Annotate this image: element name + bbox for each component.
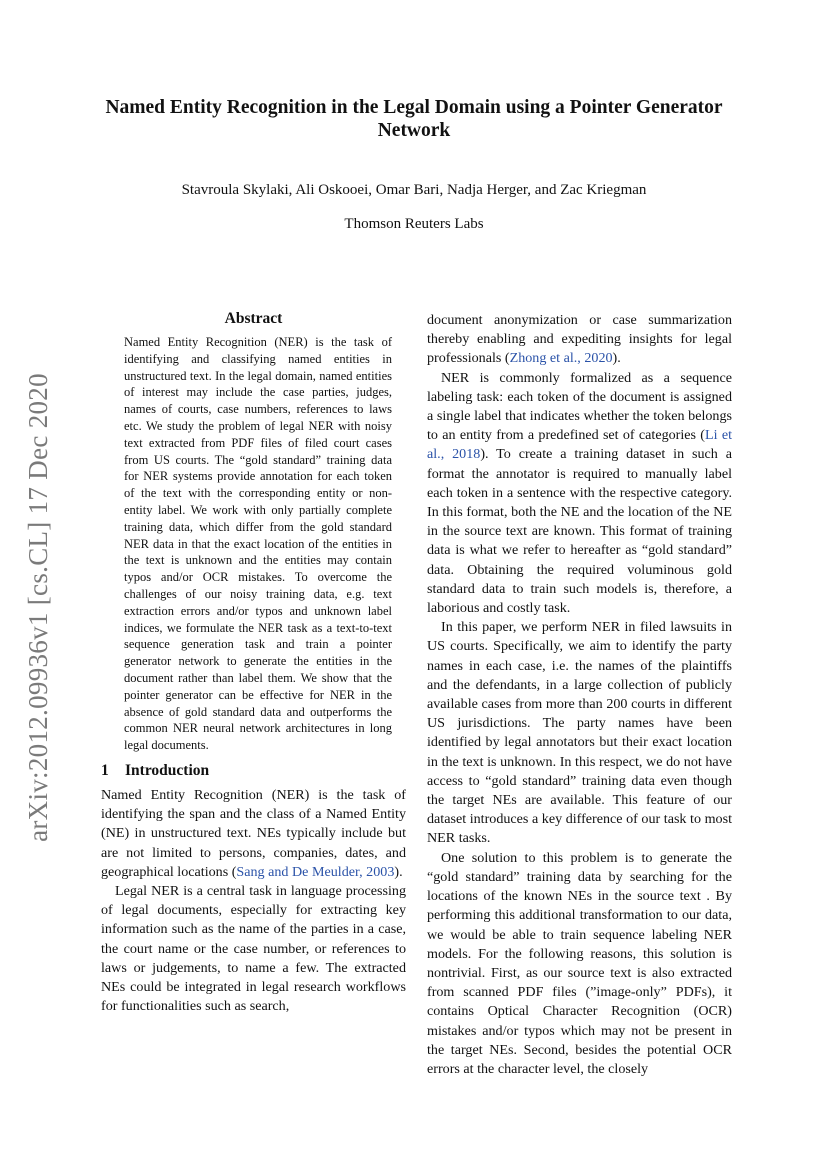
intro-paragraph-2: Legal NER is a central task in language processing of legal documents, especially for extracting key information such as the name of the parties in a case, the court name or the case number, or references to laws or judgements, to name a few. The extracted NEs could be integrated in legal research workflows for functionalities such as search, (101, 882, 406, 1015)
abstract-text: Named Entity Recognition (NER) is the task of identifying and classifying named entities in unstructured text. In the legal domain, named entities of interest may include the case parties, judges, names of courts, case numbers, references to laws etc. We study the problem of legal NER with noisy text extracted from PDF files of filed court cases from US courts. The “gold standard” training data for NER systems provide annotation for each token of the text with the corresponding entity or non-entity label. We work with only partially complete training data, which differ from the gold standard NER data in that the exact location of the entities in the text is unknown and the entities may contain typos and/or OCR mistakes. To overcome the challenges of our noisy training data, e.g. text extraction errors and/or typos and unknown label indices, we formulate the NER task as a text-to-text sequence generation task and train a pointer generator network to generate the entities in the document rather than label them. We show that the pointer generator can be effective for NER in the absence of gold standard data and outperforms the common NER neural network architectures in long legal documents. (124, 335, 392, 753)
arxiv-identifier-stamp (20, 362, 56, 852)
section-number: 1 (101, 761, 109, 779)
left-column (101, 310, 406, 1016)
paragraph-text: ). (612, 350, 621, 367)
paragraph-text: document anonymization or case summarization thereby enabling and expediting insights for legal professionals ( (427, 312, 732, 367)
paragraph-text: ). (394, 863, 403, 880)
section-heading-introduction (101, 762, 406, 780)
arxiv-identifier-text: arXiv:2012.09936v1 [cs.CL] 17 Dec 2020 (22, 372, 53, 842)
intro-paragraph-1 (101, 786, 406, 882)
citation-link[interactable]: Li et al., 2018 (427, 427, 732, 463)
intro-paragraph-5: In this paper, we perform NER in filed lawsuits in US courts. Specifically, we aim to identify the party names in each case, i.e. the names of the plaintiffs and the defendants, in a large collection of publicly available cases from more than 200 courts in different US jurisdictions. The party names have been identified by legal annotators but their exact location in the text is unknown. In this respect, we do not have access to “gold standard” training data even though the target NEs are available. This feature of our dataset introduces a key difference of our task to most NER tasks. (427, 619, 732, 847)
intro-paragraph-4 (427, 369, 732, 619)
paper-title: Named Entity Recognition in the Legal Domain using a Pointer Generator Network (105, 97, 723, 141)
abstract-heading: Abstract (224, 310, 283, 327)
intro-paragraph-6: One solution to this problem is to generate the “gold standard” training data by searching for the locations of the known NEs in the source text . By performing this additional transformation to our data, we would be able to train sequence labeling NER models. For the following reasons, this solution is nontrivial. First, as our source text is also extracted from scanned PDF files (”image-only” PDFs), it contains Optical Character Recognition (OCR) mistakes and/or typos which may not be present in the target NEs. Second, besides the potential OCR errors at the character level, the closely (427, 849, 732, 1077)
section-title: Introduction (125, 761, 210, 779)
intro-paragraph-3 (427, 311, 732, 369)
citation-link[interactable]: Sang and De Meulder, 2003 (236, 863, 395, 880)
paragraph-text: ). To create a training dataset in such a format the annotator is required to manually label each token in a sentence with the respective category. In this format, both the NE and the location of the NE in the source text are known. This format of training data is what we refer to hereafter as “gold standard” data. Obtaining the required voluminous gold standard data to train such models is, therefore, a laborious and costly task. (427, 446, 732, 617)
citation-link[interactable]: Zhong et al., 2020 (509, 350, 613, 367)
affiliation: Thomson Reuters Labs (344, 216, 484, 232)
author-list: Stavroula Skylaki, Ali Oskooei, Omar Bari, Nadja Herger, and Zac Kriegman (181, 182, 647, 198)
right-column (427, 311, 732, 1079)
paragraph-text: NER is commonly formalized as a sequence labeling task: each token of the document is assigned a single label that indicates whether the token belongs to an entity from a predefined set of categories ( (427, 369, 732, 444)
paragraph-text: Named Entity Recognition (NER) is the task of identifying the span and the class of a Named Entity (NE) in unstructured text. NEs typically include but are not limited to persons, companies, dates, and geographical locations ( (101, 786, 406, 880)
